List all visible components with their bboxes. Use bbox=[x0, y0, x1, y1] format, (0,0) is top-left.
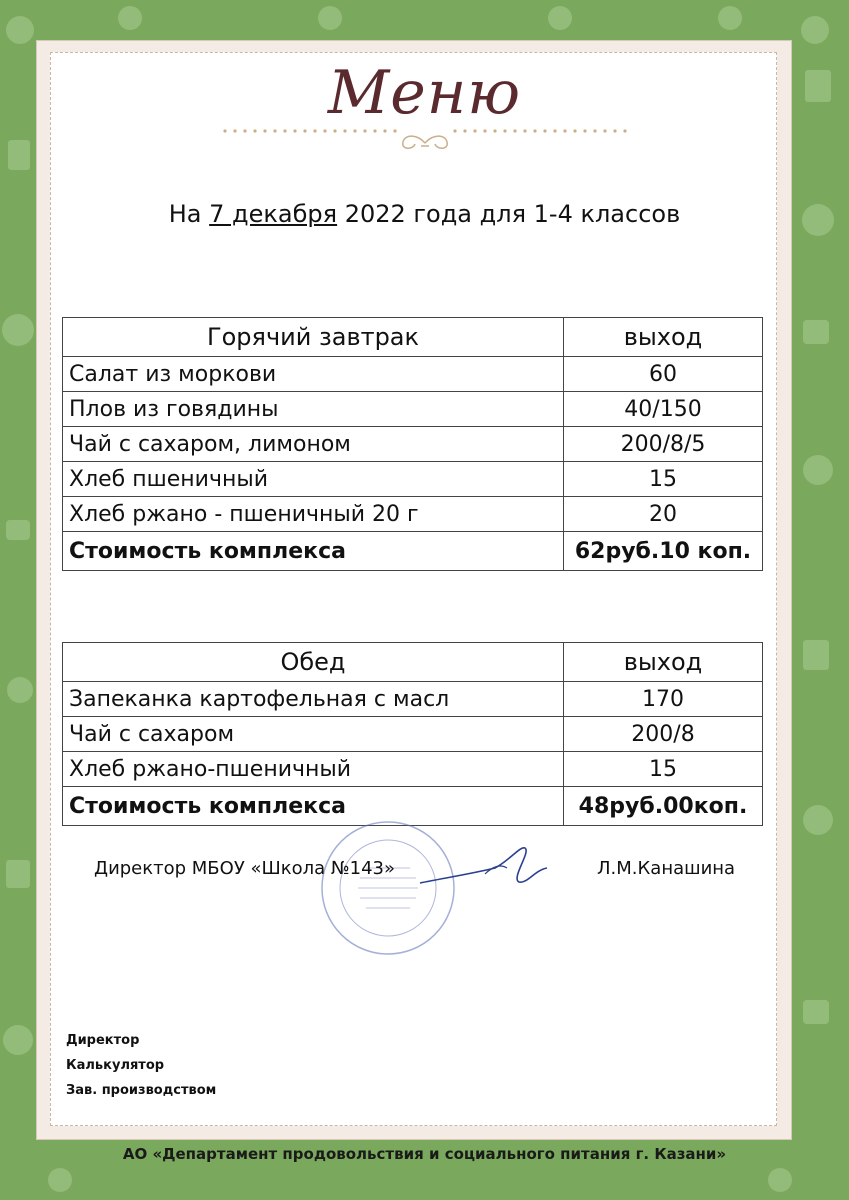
dish-name: Хлеб ржано - пшеничный 20 г bbox=[63, 497, 564, 532]
table-row bbox=[63, 717, 763, 752]
lunch-header-output: выход bbox=[564, 643, 763, 682]
lunch-header-name: Обед bbox=[63, 643, 564, 682]
table-row bbox=[63, 427, 763, 462]
total-label: Стоимость комплекса bbox=[63, 532, 564, 571]
flourish-ornament-icon bbox=[395, 132, 455, 154]
table-row bbox=[63, 682, 763, 717]
breakfast-header-name: Горячий завтрак bbox=[63, 318, 564, 357]
dish-output: 20 bbox=[564, 497, 763, 532]
date-prefix: На bbox=[168, 200, 210, 228]
dish-output: 15 bbox=[564, 462, 763, 497]
total-label: Стоимость комплекса bbox=[63, 787, 564, 826]
total-row bbox=[63, 532, 763, 571]
dish-name: Хлеб ржано-пшеничный bbox=[63, 752, 564, 787]
breakfast-header-output: выход bbox=[564, 318, 763, 357]
lunch-table bbox=[62, 642, 763, 826]
table-header-row bbox=[63, 643, 763, 682]
dish-output: 200/8/5 bbox=[564, 427, 763, 462]
dish-name: Чай с сахаром bbox=[63, 717, 564, 752]
dish-name: Запеканка картофельная с масл bbox=[63, 682, 564, 717]
footer-organization: АО «Департамент продовольствия и социального питания г. Казани» bbox=[122, 1145, 727, 1163]
date-underlined: 7 декабря bbox=[209, 200, 338, 228]
table-header-row bbox=[63, 318, 763, 357]
total-value: 62руб.10 коп. bbox=[564, 532, 763, 571]
director-title: Директор МБОУ «Школа №143» bbox=[94, 858, 396, 879]
table-row bbox=[63, 357, 763, 392]
director-name: Л.М.Канашина bbox=[597, 858, 736, 879]
breakfast-table bbox=[62, 317, 763, 571]
dish-name: Чай с сахаром, лимоном bbox=[63, 427, 564, 462]
handwritten-signature bbox=[415, 838, 555, 898]
dish-output: 200/8 bbox=[564, 717, 763, 752]
dish-output: 40/150 bbox=[564, 392, 763, 427]
dish-output: 60 bbox=[564, 357, 763, 392]
table-row bbox=[63, 392, 763, 427]
approval-director: Директор bbox=[66, 1033, 140, 1048]
date-line bbox=[0, 200, 849, 228]
total-value: 48руб.00коп. bbox=[564, 787, 763, 826]
dish-name: Салат из моркови bbox=[63, 357, 564, 392]
date-suffix: 2022 года для 1-4 классов bbox=[337, 200, 681, 228]
dish-output: 15 bbox=[564, 752, 763, 787]
menu-title: Меню bbox=[327, 58, 522, 128]
approval-calculator: Калькулятор bbox=[66, 1058, 165, 1073]
dish-name: Плов из говядины bbox=[63, 392, 564, 427]
dish-name: Хлеб пшеничный bbox=[63, 462, 564, 497]
approval-production: Зав. производством bbox=[66, 1083, 217, 1098]
table-row bbox=[63, 497, 763, 532]
dish-output: 170 bbox=[564, 682, 763, 717]
table-row bbox=[63, 752, 763, 787]
table-row bbox=[63, 462, 763, 497]
